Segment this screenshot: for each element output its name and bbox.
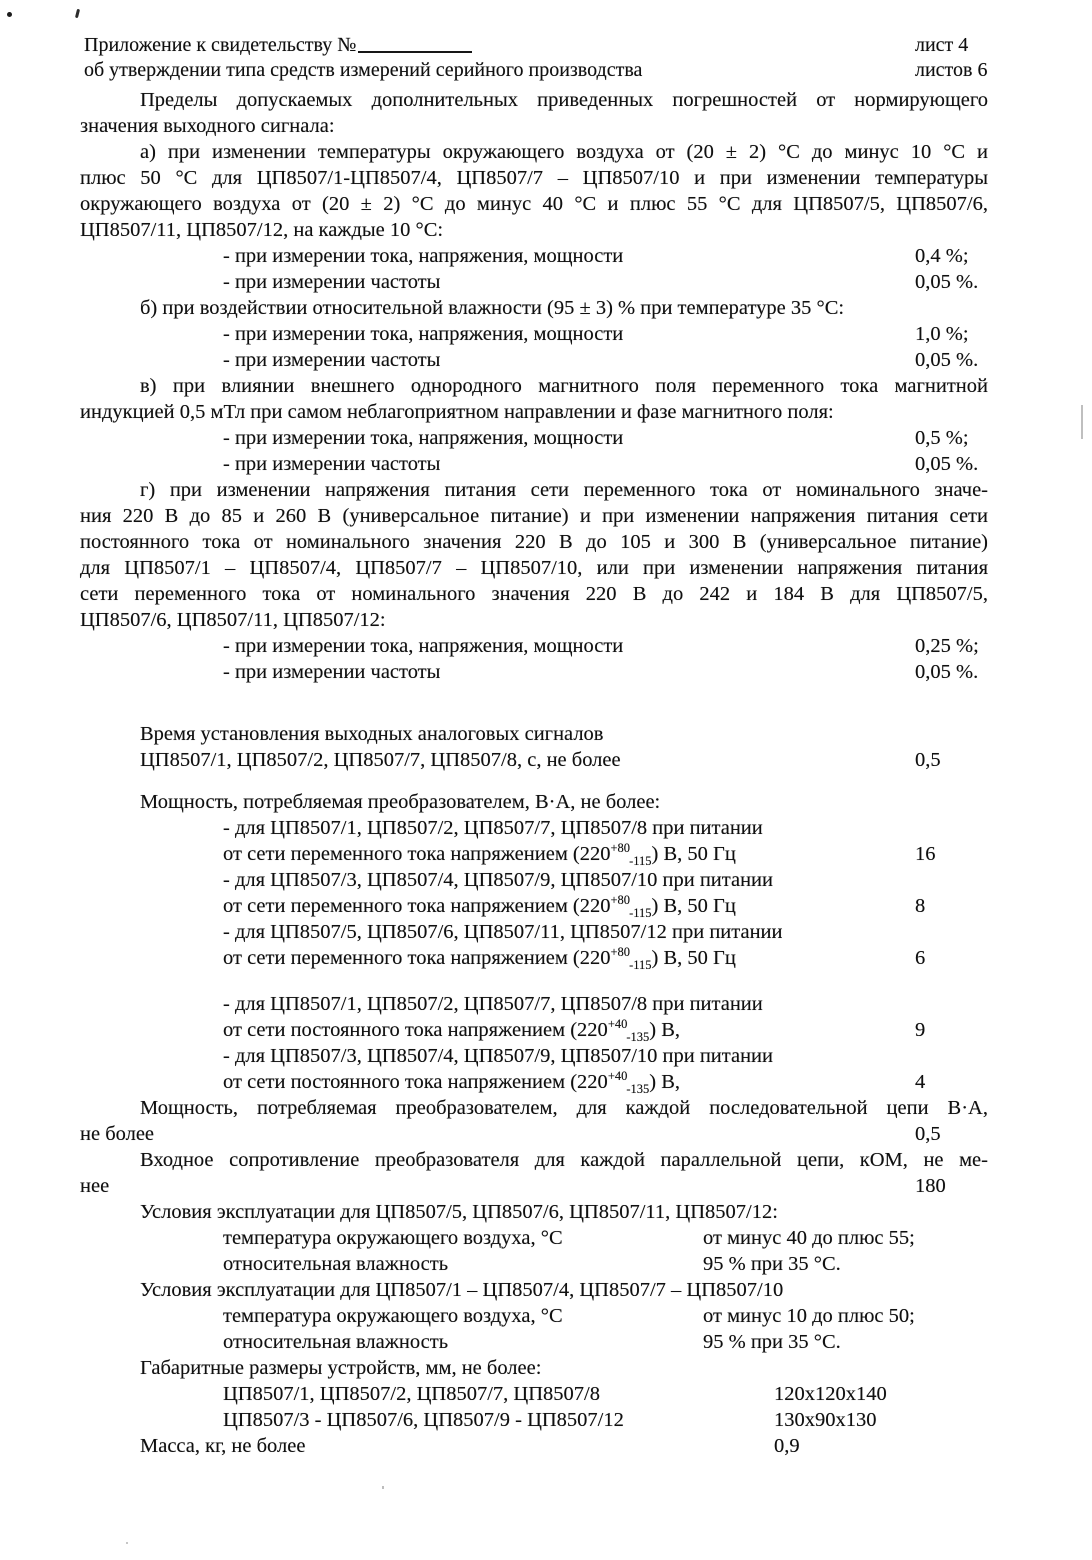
doc-line [0,1381,1092,1407]
doc-text-part: от сети постоянного тока напряжением (220 [223,1071,608,1093]
doc-line [0,347,1092,373]
doc-line [0,1069,1092,1095]
sheet-number: лист 4 [915,34,969,56]
doc-text: ЦП8507/1, ЦП8507/2, ЦП8507/7, ЦП8507/8, с, не более [140,749,621,771]
doc-line [0,991,1092,1017]
doc-text: - для ЦП8507/1, ЦП8507/2, ЦП8507/7, ЦП8507/8 при питании [223,993,763,1015]
doc-text: г) при изменении напряжения питания сети переменного тока от номинального значе- [140,479,988,501]
doc-text: Условия эксплуатации для ЦП8507/5, ЦП8507/6, ЦП8507/11, ЦП8507/12: [140,1201,778,1223]
doc-text: постоянного тока от номинального значения 220 В до 105 и 300 В (универсальное питание) [80,531,988,553]
doc-text-part: -115 [629,958,652,973]
header-line-2: об утверждении типа средств измерений серийного производства [84,59,643,81]
doc-text: в) при влиянии внешнего однородного магнитного поля переменного тока магнитной [140,375,988,397]
doc-value: 9 [915,1019,926,1041]
doc-text [223,1069,680,1095]
doc-text-part: от сети переменного тока напряжением (220 [223,895,611,917]
doc-text-part: -135 [626,1082,650,1097]
doc-text: - для ЦП8507/3, ЦП8507/4, ЦП8507/9, ЦП8507/10 при питании [223,1045,773,1067]
doc-text: Габаритные размеры устройств, мм, не более: [140,1357,542,1379]
doc-line [0,243,1092,269]
doc-text: ния 220 В до 85 и 260 В (универсальное питание) и при изменении напряжения питания сети [80,505,988,527]
doc-text-part: +40 [607,1069,628,1084]
doc-text-part: -115 [629,906,652,921]
scan-speck-icon [382,1486,384,1489]
doc-value: 16 [915,843,936,865]
doc-value: 95 % при 35 °С. [703,1253,841,1275]
doc-text: - при измерении частоты [223,349,441,371]
doc-text [223,841,736,867]
header-left [84,33,1008,83]
scan-speck-icon [75,9,80,18]
header-right [915,33,987,83]
doc-line [0,1147,1092,1173]
doc-text-part: +80 [610,945,631,960]
doc-value: 120x120x140 [774,1383,887,1405]
doc-text: Условия эксплуатации для ЦП8507/1 – ЦП8507/4, ЦП8507/7 – ЦП8507/10 [140,1279,784,1301]
doc-value: 0,05 %. [915,453,979,475]
doc-value: 0,05 %. [915,661,979,683]
doc-line [0,1251,1092,1277]
doc-text: значения выходного сигнала: [80,115,335,137]
doc-text-part: ) В, 50 Гц [651,895,736,917]
doc-line [0,1329,1092,1355]
doc-text: температура окружающего воздуха, °С [223,1227,563,1249]
doc-line [0,113,1092,139]
doc-line [0,919,1092,945]
doc-text: - при измерении тока, напряжения, мощности [223,245,624,267]
doc-line [0,1407,1092,1433]
doc-text: ЦП8507/3 - ЦП8507/6, ЦП8507/9 - ЦП8507/12 [223,1409,624,1431]
doc-line [0,1433,1092,1459]
doc-value: от минус 40 до плюс 55; [703,1227,915,1249]
doc-text: б) при воздействии относительной влажности (95 ± 3) % при температуре 35 °С: [140,297,845,319]
doc-line [0,425,1092,451]
doc-line [0,633,1092,659]
doc-line [0,269,1092,295]
doc-value: 0,4 %; [915,245,969,267]
doc-text: относительная влажность [223,1253,449,1275]
doc-line [0,87,1092,113]
doc-text: - при измерении тока, напряжения, мощности [223,635,624,657]
doc-line [0,451,1092,477]
doc-value: 0,5 %; [915,427,969,449]
doc-line [0,721,1092,747]
doc-line [0,789,1092,815]
doc-line [0,139,1092,165]
doc-line [0,1121,1092,1147]
doc-content [0,87,1092,1459]
doc-line [0,867,1092,893]
doc-line [0,773,1092,789]
doc-text: - при измерении частоты [223,661,441,683]
doc-text-part: +80 [610,893,631,908]
doc-value: 1,0 %; [915,323,969,345]
doc-line [0,1017,1092,1043]
doc-text: - при измерении тока, напряжения, мощности [223,427,624,449]
scan-speck-icon [126,1542,128,1544]
doc-line [0,399,1092,425]
doc-line [0,1355,1092,1381]
doc-value: 130x90x130 [774,1409,877,1431]
doc-text: сети переменного тока от номинального значения 220 В до 242 и 184 В для ЦП8507/5, [80,583,988,605]
doc-text-part: +80 [610,841,631,856]
doc-text: ЦП8507/1, ЦП8507/2, ЦП8507/7, ЦП8507/8 [223,1383,600,1405]
doc-line [0,659,1092,685]
doc-text: - при измерении частоты [223,453,441,475]
doc-line [0,1095,1092,1121]
doc-text: Время установления выходных аналоговых сигналов [140,723,604,745]
doc-line [0,477,1092,503]
doc-line [0,555,1092,581]
doc-text-part: от сети постоянного тока напряжением (220 [223,1019,608,1041]
doc-text: Масса, кг, не более [140,1435,306,1457]
doc-text-part: ) В, [649,1019,681,1041]
doc-line [0,1277,1092,1303]
certificate-appendix-label: Приложение к свидетельству № [84,34,357,56]
doc-text: для ЦП8507/1 – ЦП8507/4, ЦП8507/7 – ЦП8507/10, или при изменении напряжения питания [80,557,988,579]
doc-text-part: -115 [629,854,652,869]
doc-line [0,1225,1092,1251]
doc-text: индукцией 0,5 мТл при самом неблагоприятном направлении и фазе магнитного поля: [80,401,834,423]
doc-line [0,295,1092,321]
doc-text [223,1017,680,1043]
doc-line [0,529,1092,555]
doc-line [0,581,1092,607]
doc-text-part: ) В, 50 Гц [651,843,736,865]
doc-value: 0,5 [915,1123,941,1145]
doc-value: 0,05 %. [915,271,979,293]
doc-text-part: -135 [626,1030,650,1045]
doc-value: 180 [915,1175,946,1197]
doc-line [0,747,1092,773]
doc-text: Мощность, потребляемая преобразователем, для каждой последовательной цепи В·А, [140,1097,988,1119]
scan-speck-icon [7,12,12,17]
doc-value: 6 [915,947,926,969]
doc-text-part: ) В, [649,1071,681,1093]
doc-text: - для ЦП8507/5, ЦП8507/6, ЦП8507/11, ЦП8507/12 при питании [223,921,783,943]
page-header [84,33,1008,83]
doc-text: - для ЦП8507/3, ЦП8507/4, ЦП8507/9, ЦП8507/10 при питании [223,869,773,891]
doc-text: температура окружающего воздуха, °С [223,1305,563,1327]
doc-text: ЦП8507/11, ЦП8507/12, на каждые 10 °С: [80,219,444,241]
doc-text [223,945,736,971]
doc-value: 0,05 %. [915,349,979,371]
doc-line [0,893,1092,919]
doc-line [0,1303,1092,1329]
doc-text-part: +40 [607,1017,628,1032]
doc-line [0,503,1092,529]
doc-line [0,1173,1092,1199]
doc-text: Пределы допускаемых дополнительных приведенных погрешностей от нормирующего [140,89,988,111]
doc-line [0,815,1092,841]
doc-text: - для ЦП8507/1, ЦП8507/2, ЦП8507/7, ЦП8507/8 при питании [223,817,763,839]
doc-text-part: ) В, 50 Гц [651,947,736,969]
doc-text: Входное сопротивление преобразователя для каждой параллельной цепи, кОМ, не ме- [140,1149,988,1171]
doc-line [0,1043,1092,1069]
doc-line [0,945,1092,971]
doc-line [0,841,1092,867]
doc-value: 0,5 [915,749,941,771]
header-line-1 [84,33,1008,58]
doc-text: окружающего воздуха от (20 ± 2) °С до минус 40 °С и плюс 55 °С для ЦП8507/5, ЦП8507/6, [80,193,988,215]
doc-text: относительная влажность [223,1331,449,1353]
doc-text: - при измерении тока, напряжения, мощности [223,323,624,345]
doc-text: ЦП8507/6, ЦП8507/11, ЦП8507/12: [80,609,386,631]
doc-line [0,321,1092,347]
doc-text-part: от сети переменного тока напряжением (220 [223,843,611,865]
doc-line [0,191,1092,217]
doc-value: 8 [915,895,926,917]
doc-line [0,1199,1092,1225]
doc-line [0,685,1092,721]
doc-text: Мощность, потребляемая преобразователем, В·А, не более: [140,791,661,813]
doc-text: - при измерении частоты [223,271,441,293]
doc-text: плюс 50 °С для ЦП8507/1-ЦП8507/4, ЦП8507/7 – ЦП8507/10 и при изменении температуры [80,167,988,189]
doc-text [223,893,736,919]
doc-line [0,165,1092,191]
doc-text: нее [80,1175,110,1197]
doc-value: от минус 10 до плюс 50; [703,1305,915,1327]
doc-text: а) при изменении температуры окружающего воздуха от (20 ± 2) °С до минус 10 °С и [140,141,988,163]
blank-underline [358,49,472,53]
doc-value: 0,9 [774,1435,800,1457]
doc-line [0,971,1092,991]
doc-line [0,373,1092,399]
doc-text-part: от сети переменного тока напряжением (220 [223,947,611,969]
doc-value: 95 % при 35 °С. [703,1331,841,1353]
sheets-total: листов 6 [915,59,988,81]
doc-value: 4 [915,1071,926,1093]
doc-text: не более [80,1123,155,1145]
doc-line [0,607,1092,633]
doc-value: 0,25 %; [915,635,979,657]
doc-line [0,217,1092,243]
